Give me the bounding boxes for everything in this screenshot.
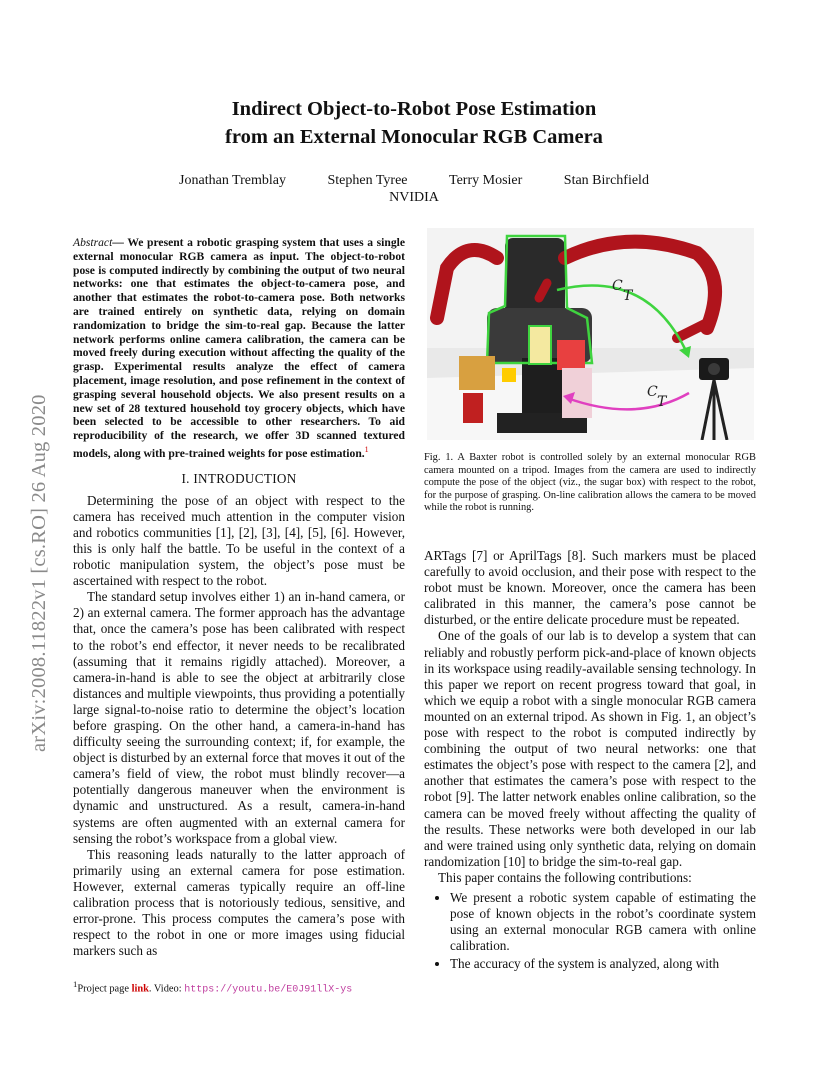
- left-column: [73, 236, 405, 959]
- svg-text:T: T: [623, 288, 633, 304]
- intro-paragraph-3: This reasoning leads naturally to the latter approach of primarily using an external camera for pose estimation. However, external cameras typically require an off-line calibration process that is notoriously tedious, sensitive, and error-prone. This process computes the camera’s pose with respect to the robot in one or more images using fiducial markers such as: [73, 846, 405, 959]
- svg-text:T: T: [657, 394, 667, 410]
- author-list: [0, 172, 828, 189]
- figure-label-object-camera: C: [647, 384, 658, 400]
- arxiv-identifier: arXiv:2008.11822v1 [cs.RO] 26 Aug 2020: [28, 394, 50, 752]
- footnote-mark: 1: [73, 979, 78, 989]
- video-url-link[interactable]: https://youtu.be/E0J91llX-ys: [184, 984, 353, 996]
- video-label: . Video:: [148, 983, 185, 995]
- author: Stephen Tyree: [327, 173, 408, 188]
- figure-label-robot-camera: C: [612, 278, 623, 294]
- intro-paragraph-2: The standard setup involves either 1) an in-hand camera, or 2) an external camera. The former approach has the advantage that, once the camera’s pose has been calibrated with respect to the robot’s end effector, it never needs to be recalibrated (assuming that it remains rigidly attached). Moreover, a camera-in-hand is able to see the object at arbitrarily close distances and multiple viewpoints, thus providing a potentially large signal-to-noise ratio to determine the object’s location before grasping. On the other hand, a camera-in-hand has difficulty seeing the surrounding context; if, for example, the object is disturbed by an external force that moves it out of the camera’s field of view, the robot must blindly recover—a potentially dangerous maneuver when the environment is dynamic and unstructured. As a result, camera-in-hand systems are often augmented with an external camera for sensing the robot’s workspace from a global view.: [73, 589, 405, 846]
- author: Jonathan Tremblay: [179, 173, 286, 188]
- abstract: [73, 236, 405, 461]
- title-line-2: from an External Monocular RGB Camera: [225, 126, 603, 148]
- abstract-text: — We present a robotic grasping system that uses a single external monocular RGB camera as input. The object-to-robot pose is computed indirectly by combining the output of two neural networks: one that estimates the object-to-camera pose, and another that estimates the robot-to-camera pose. Both networks are trained entirely on synthetic data, relying on domain randomization to bridge the sim-to-real gap. Because the latter network performs online camera calibration, the camera can be moved freely during execution without affecting the quality of the grasp. Experimental results analyze the effect of camera placement, image resolution, and pose refinement in the context of grasping several household objects. We also present results on a new set of 28 textured household toy grocery objects, which have been selected to be accessible to other researchers. To aid reproducibility of the research, we offer 3D scanned textured models, along with pre-trained weights for pose estimation.: [73, 236, 405, 460]
- figure-caption: Fig. 1. A Baxter robot is controlled solely by an external monocular RGB camera mounted on a tripod. Images from the camera are used to indirectly compute the pose of the object (viz., the sugar box) with respect to the robot, for the purpose of grasping. On-line calibration allows the camera to be moved while the robot is running.: [424, 452, 756, 514]
- project-page-link[interactable]: link: [131, 983, 149, 995]
- right-paragraph-1: ARTags [7] or AprilTags [8]. Such markers must be placed carefully to avoid occlusion, and their pose with respect to the robot must be known. Moreover, once the camera has been calibrated in this manner, the camera’s pose cannot be disturbed, or the entire delicate procedure must be repeated.: [424, 548, 756, 628]
- robot-scene-illustration: [427, 228, 754, 440]
- footnote-text: Project page: [77, 983, 132, 995]
- right-paragraph-2: One of the goals of our lab is to develop a system that can reliably and robustly perform pick-and-place of known objects in its workspace using readily-available sensing technology. In this paper we report on recent progress toward that goal, in which we equip a robot with a single monocular RGB camera mounted on an external tripod. As shown in Fig. 1, an object’s pose with respect to the robot is computed indirectly by combining the output of two neural networks: one that estimates the object’s pose with respect to the camera [2], and another that estimates the camera’s pose with respect to the robot [9]. The latter network enables online calibration, so the camera can be moved freely without affecting the quality of the results. These networks were both developed in our lab and were trained using only synthetic data, relying on domain randomization [10] to bridge the sim-to-real gap.: [424, 628, 756, 869]
- abstract-label: Abstract: [73, 236, 113, 249]
- intro-paragraph-1: Determining the pose of an object with respect to the camera has received much attention in the computer vision and robotics communities [1], [2], [3], [4], [5], [6]. However, this is only half the battle. To be useful in the context of a robotic manipulation system, the object’s pose must be ascertained with respect to the robot.: [73, 492, 405, 589]
- affiliation: NVIDIA: [389, 190, 439, 205]
- right-paragraph-3: This paper contains the following contributions:: [438, 869, 692, 885]
- abstract-footnote-mark[interactable]: 1: [364, 444, 369, 454]
- right-column: [424, 548, 756, 974]
- footnote: [73, 979, 405, 995]
- section-heading: I. INTRODUCTION: [181, 470, 297, 486]
- author: Stan Birchfield: [563, 173, 649, 188]
- figure-1-photo: [427, 228, 754, 440]
- contribution-item: • We present a robotic system capable of estimating the pose of known objects in the robot’s coordinate system using an external monocular RGB camera with online calibration.: [450, 890, 756, 954]
- author: Terry Mosier: [449, 173, 523, 188]
- contribution-list: [424, 890, 756, 972]
- contribution-item: • The accuracy of the system is analyzed, along with: [450, 956, 756, 972]
- title-line-1: Indirect Object-to-Robot Pose Estimation: [231, 98, 597, 120]
- paper-title: [0, 95, 828, 151]
